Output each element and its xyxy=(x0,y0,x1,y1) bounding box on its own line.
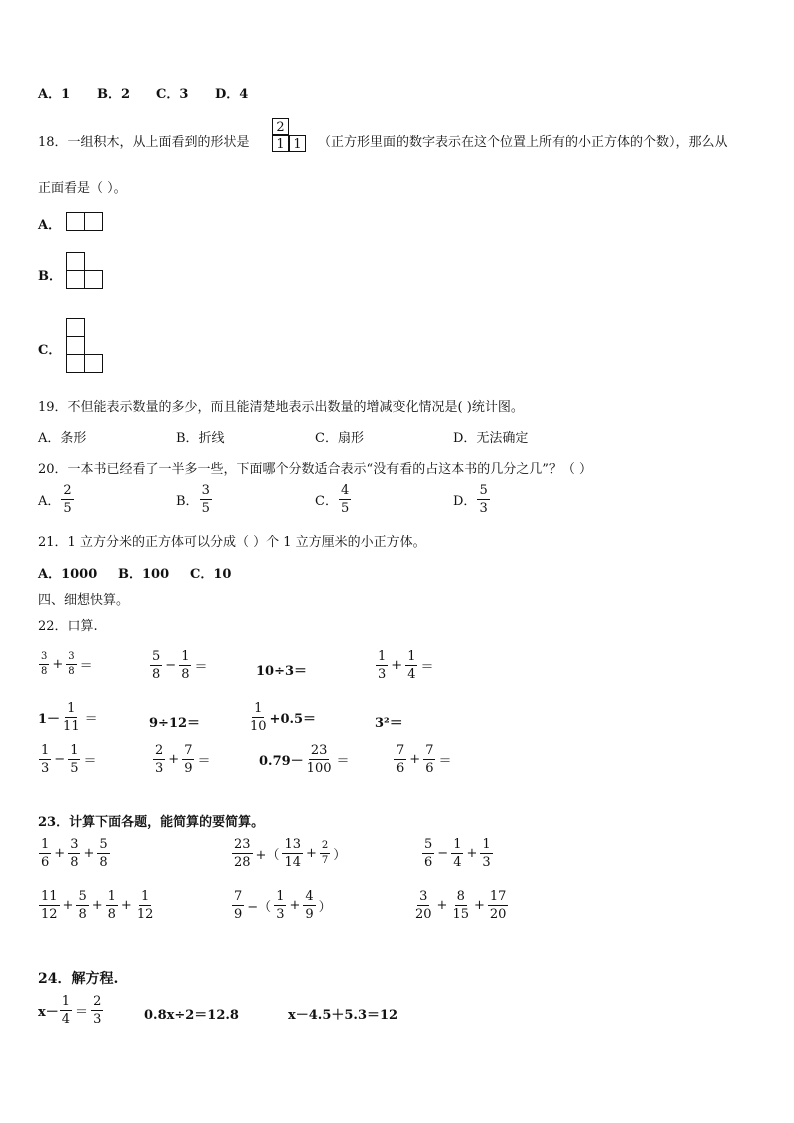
q21-option-a[interactable]: A．1000 xyxy=(38,567,98,582)
q22-r2-c: $\frac{1}{10}$ +0.5＝ xyxy=(250,701,317,734)
q18-option-a-label[interactable]: A． xyxy=(38,218,62,233)
q18-top-view-figure xyxy=(272,118,308,154)
q20-question: 20．一本书已经看了一半多一些，下面哪个分数适合表示“没有看的占这本书的几分之几”？（ ） xyxy=(38,462,592,477)
q22-r3-a: $\frac{1}{3}$ − $\frac{1}{5}$ ＝ xyxy=(41,743,97,776)
q22-r1-d: $\frac{1}{3}$ + $\frac{1}{4}$ ＝ xyxy=(378,649,434,682)
q19-option-d[interactable]: D．无法确定 xyxy=(453,431,529,446)
q19-option-c[interactable]: C．扇形 xyxy=(315,431,364,446)
q21-question: 21．1 立方分米的正方体可以分成（ ）个 1 立方厘米的小正方体。 xyxy=(38,535,426,550)
q22-r1-b: $\frac{5}{8}$ − $\frac{1}{8}$ ＝ xyxy=(152,649,208,682)
q18-option-b-figure[interactable] xyxy=(66,252,104,290)
q24-equation-1: x－ $\frac{1}{4}$ ＝ $\frac{2}{3}$ xyxy=(38,994,102,1027)
top-view-cell-bottom-right: 1 xyxy=(289,135,306,152)
q21-option-b[interactable]: B．100 xyxy=(118,567,170,582)
q18-question-line2: 正面看是（ ）。 xyxy=(38,181,127,196)
q23-expr-5: $\frac{7}{9}$ −（ $\frac{1}{3}$ + $\frac{4}{9}$ ） xyxy=(234,889,332,922)
q17-option-b[interactable]: B．2 xyxy=(97,87,131,102)
q22-r2-d: 3²＝ xyxy=(375,716,403,731)
top-view-cell-bottom-left: 1 xyxy=(272,135,289,152)
q18-question-suffix: （正方形里面的数字表示在这个位置上所有的小正方体的个数），那么从 xyxy=(318,135,728,150)
q22-r3-c: 0.79－ $\frac{23}{100}$ ＝ xyxy=(259,743,350,776)
q20-option-a[interactable]: A． $\frac{2}{5}$ xyxy=(38,483,72,516)
q23-expr-1: $\frac{1}{6}$ + $\frac{3}{8}$ + $\frac{5}{8}$ xyxy=(41,837,108,870)
q22-r3-b: $\frac{2}{3}$ + $\frac{7}{9}$ ＝ xyxy=(155,743,211,776)
q22-title: 22．口算. xyxy=(38,619,98,634)
q18-option-c-figure[interactable] xyxy=(66,318,104,374)
q18-option-c-label[interactable]: C． xyxy=(38,343,62,358)
q23-expr-3: $\frac{5}{6}$ − $\frac{1}{4}$ + $\frac{1}{3}$ xyxy=(424,837,491,870)
q20-option-b[interactable]: B． $\frac{3}{5}$ xyxy=(176,483,210,516)
q21-option-c[interactable]: C．10 xyxy=(190,567,232,582)
q22-r2-b: 9÷12＝ xyxy=(149,716,201,731)
q23-expr-4: $\frac{11}{12}$ + $\frac{5}{8}$ + $\frac{1}{8}$ + $\frac{1}{12}$ xyxy=(41,889,154,922)
section-4-heading: 四、细想快算。 xyxy=(38,593,130,608)
q18-option-b-label[interactable]: B． xyxy=(38,269,62,284)
q22-r1-c: 10÷3＝ xyxy=(256,664,308,679)
top-view-cell-top: 2 xyxy=(272,118,289,135)
q23-expr-2: $\frac{23}{28}$ +（ $\frac{13}{14}$ + $\frac{2}{7}$ ） xyxy=(234,837,347,870)
q19-option-b[interactable]: B．折线 xyxy=(176,431,225,446)
q17-option-d[interactable]: D．4 xyxy=(215,87,249,102)
q22-r1-a: $\frac{3}{8}$ + $\frac{3}{8}$ ＝ xyxy=(41,651,93,677)
q22-r2-a: 1－ $\frac{1}{11}$ ＝ xyxy=(38,701,98,734)
q24-equation-3: x－4.5＋5.3＝12 xyxy=(288,1008,399,1023)
q20-option-d[interactable]: D． $\frac{5}{3}$ xyxy=(453,483,488,516)
q19-question: 19．不但能表示数量的多少，而且能清楚地表示出数量的增减变化情况是( )统计图。 xyxy=(38,400,524,415)
q23-title: 23．计算下面各题，能简算的要简算。 xyxy=(38,815,265,830)
q19-option-a[interactable]: A．条形 xyxy=(38,431,87,446)
q22-r3-d: $\frac{7}{6}$ + $\frac{7}{6}$ ＝ xyxy=(396,743,452,776)
q18-option-a-figure[interactable] xyxy=(66,212,104,231)
q17-option-c[interactable]: C．3 xyxy=(156,87,189,102)
q20-option-c[interactable]: C． $\frac{4}{5}$ xyxy=(315,483,350,516)
q18-question-prefix: 18．一组积木，从上面看到的形状是 xyxy=(38,135,250,150)
q24-title: 24．解方程. xyxy=(38,971,119,987)
q24-equation-2: 0.8x÷2＝12.8 xyxy=(144,1008,239,1023)
q17-option-a[interactable]: A．1 xyxy=(38,87,71,102)
q23-expr-6: $\frac{3}{20}$ + $\frac{8}{15}$ + $\frac{17}{20}$ xyxy=(415,889,507,922)
